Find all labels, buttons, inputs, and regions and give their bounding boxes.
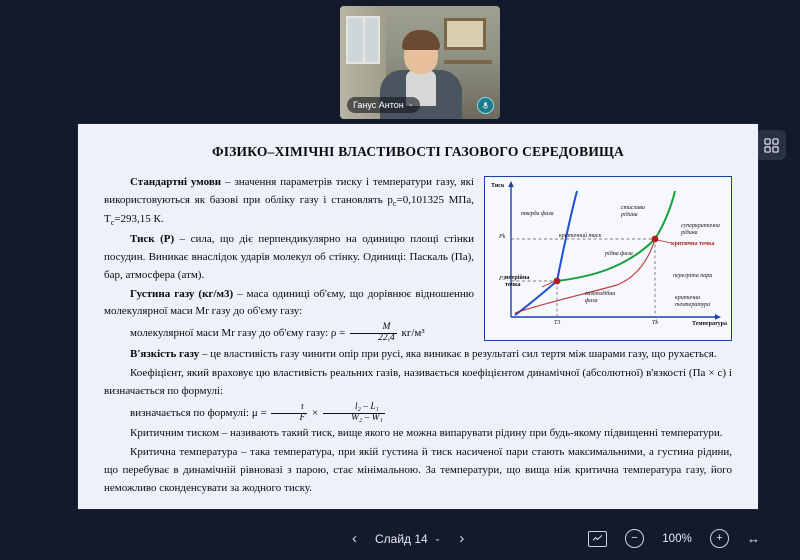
slide-canvas[interactable] <box>78 124 758 509</box>
microphone-icon[interactable] <box>477 97 494 114</box>
viewer-bottom-toolbar <box>0 512 800 560</box>
chart-tick-p3: P3 <box>499 276 506 282</box>
formula-density-denominator: 22,4 <box>378 333 395 344</box>
chevron-left-icon[interactable]: ‹ <box>352 530 357 547</box>
chart-tick-t3: T3 <box>554 320 561 326</box>
paragraph-standard-conditions-text: – значення параметрів тиску і температури газу, які використовуються як базові при обліку газу і становлять р <box>104 176 474 206</box>
formula-viscosity-f2-num: l₂ – L₁ <box>323 403 385 414</box>
paragraph-standard-conditions-tail: =0,101325 МПа, Т <box>104 193 474 225</box>
chart-annotation-critical-pressure: критичний тиск <box>559 233 602 239</box>
formula-density-unit: кг/м³ <box>401 327 425 340</box>
participant-name: Ганус Антон <box>353 100 404 110</box>
chart-xlabel: Температура <box>691 321 727 328</box>
picture-frame-decor <box>444 18 486 50</box>
phase-diagram-chart <box>484 176 732 341</box>
formula-density-fraction <box>350 323 397 344</box>
formula-viscosity-fraction-1 <box>271 403 307 424</box>
zoom-level-label: 100% <box>662 532 692 545</box>
formula-viscosity-fraction-2 <box>323 403 385 424</box>
paragraph-critical-pressure-text: Критичним тиском – називають такий тиск, вище якого не можна випарувати рідину при будь-якому підвищенні температури. <box>130 427 723 440</box>
arrows-move-icon[interactable]: ↔ <box>747 531 760 546</box>
subscript-temperature: с <box>110 218 115 228</box>
chart-annotation-critical-point: критична точка <box>671 241 715 247</box>
paragraph-pressure-text: – сила, що діє перпендикулярно на одиницю площі стінки посудин. Виникає внаслідок ударів молекул об стінку. Одиниці: Паскаль (Па), бар, атмосфера (атм). <box>104 233 474 281</box>
paragraph-standard-conditions-tail2: =293,15 К. <box>114 212 164 225</box>
formula-viscosity-times: × <box>312 406 319 419</box>
chart-annotation-solid: тверда фаза <box>521 211 554 217</box>
paragraph-viscosity-coefficient <box>104 365 732 401</box>
chart-annotation-critical-temperature: критична температура <box>675 295 711 308</box>
formula-viscosity <box>104 403 732 424</box>
shelf-decor <box>444 60 492 64</box>
slide-content <box>78 124 758 509</box>
paragraph-density-text: – маса одиниці об'єму, що дорівнює відношенню молекулярної маси Mr газу до об'єму газу: <box>104 287 474 318</box>
fit-to-screen-icon[interactable] <box>588 531 607 547</box>
chart-annotation-liquid-phase: рідна фаза <box>605 251 633 257</box>
chart-annotation-gas-phase: газоподібна фаза <box>585 291 616 304</box>
grid-view-icon[interactable] <box>756 130 786 160</box>
chart-tick-tk: Tk <box>652 320 658 326</box>
formula-viscosity-f2-den: W₂ – W₁ <box>350 412 383 423</box>
paragraph-viscosity-coefficient-text: Коефіцієнт, який враховує цю властивість реальних газів, називається коефіцієнтом динамічної (абсолютної) в'язкості (Па × с) і визначається по формулі: <box>104 366 732 397</box>
paragraph-viscosity-text: – це властивість газу чинити опір при русі, яка виникає в результаті сил тертя між шарами газу, що рухається. <box>199 348 717 361</box>
chevron-down-icon: ⌄ <box>433 533 442 543</box>
subscript-pressure: с <box>392 199 397 208</box>
formula-density-numerator: M <box>350 323 397 334</box>
chart-annotation-triple-point: потрійна точка <box>505 275 530 288</box>
term-standard-conditions: Стандартні умови <box>130 176 222 188</box>
chart-annotation-supercritical: суперкритична рідина <box>681 223 720 236</box>
paragraph-critical-temperature <box>104 444 732 497</box>
slide-navigation <box>348 529 468 548</box>
participant-hair <box>402 30 440 50</box>
minus-icon[interactable]: − <box>625 529 644 548</box>
participant-name-chip[interactable] <box>347 97 420 113</box>
chart-tick-pk: Pk <box>499 234 506 240</box>
paragraph-critical-pressure <box>104 425 732 443</box>
plus-icon[interactable]: + <box>710 529 729 548</box>
paragraph-viscosity <box>104 346 732 364</box>
paragraph-critical-temperature-text: Критична температура – така температура, при якій густина й тиск насиченої пари стають максимальними, а густина рідини, що перебуває в динамічній рівновазі з парою, стає мінімальною. За температури, що вища ніж критична температура газу, його неможливо сконденсувати за жодного тиску. <box>104 446 732 494</box>
chevron-down-icon: ⌄ <box>407 101 414 108</box>
formula-viscosity-prefix: визначається по формулі: μ = <box>130 406 267 419</box>
chevron-right-icon[interactable]: › <box>459 530 465 547</box>
term-density: Густина газу (кг/м3) <box>130 287 234 300</box>
video-participant-tile[interactable] <box>340 6 500 119</box>
term-pressure: Тиск (Р) <box>130 233 175 246</box>
formula-density-prefix: молекулярної маси Mr газу до об'єму газу: ρ = <box>130 327 346 340</box>
chart-ylabel: Тиск <box>491 183 505 189</box>
slide-selector[interactable] <box>375 532 441 546</box>
chart-annotation-compressible-liquid: стислива рідина <box>621 205 645 218</box>
slide-body <box>104 174 732 498</box>
window-decor <box>346 16 380 64</box>
chart-annotation-superheated-vapor: перегріта пара <box>673 273 713 279</box>
slide-number-label: Слайд 14 <box>375 531 428 546</box>
term-viscosity: В'язкість газу <box>130 348 200 361</box>
zoom-controls <box>588 529 760 548</box>
formula-viscosity-f1-den: F <box>299 412 306 423</box>
phase-diagram-figure <box>484 176 732 341</box>
slide-title: ФІЗИКО–ХІМІЧНІ ВЛАСТИВОСТІ ГАЗОВОГО СЕРЕДОВИЩА <box>211 144 624 159</box>
formula-viscosity-f1-num: τ <box>271 403 307 414</box>
